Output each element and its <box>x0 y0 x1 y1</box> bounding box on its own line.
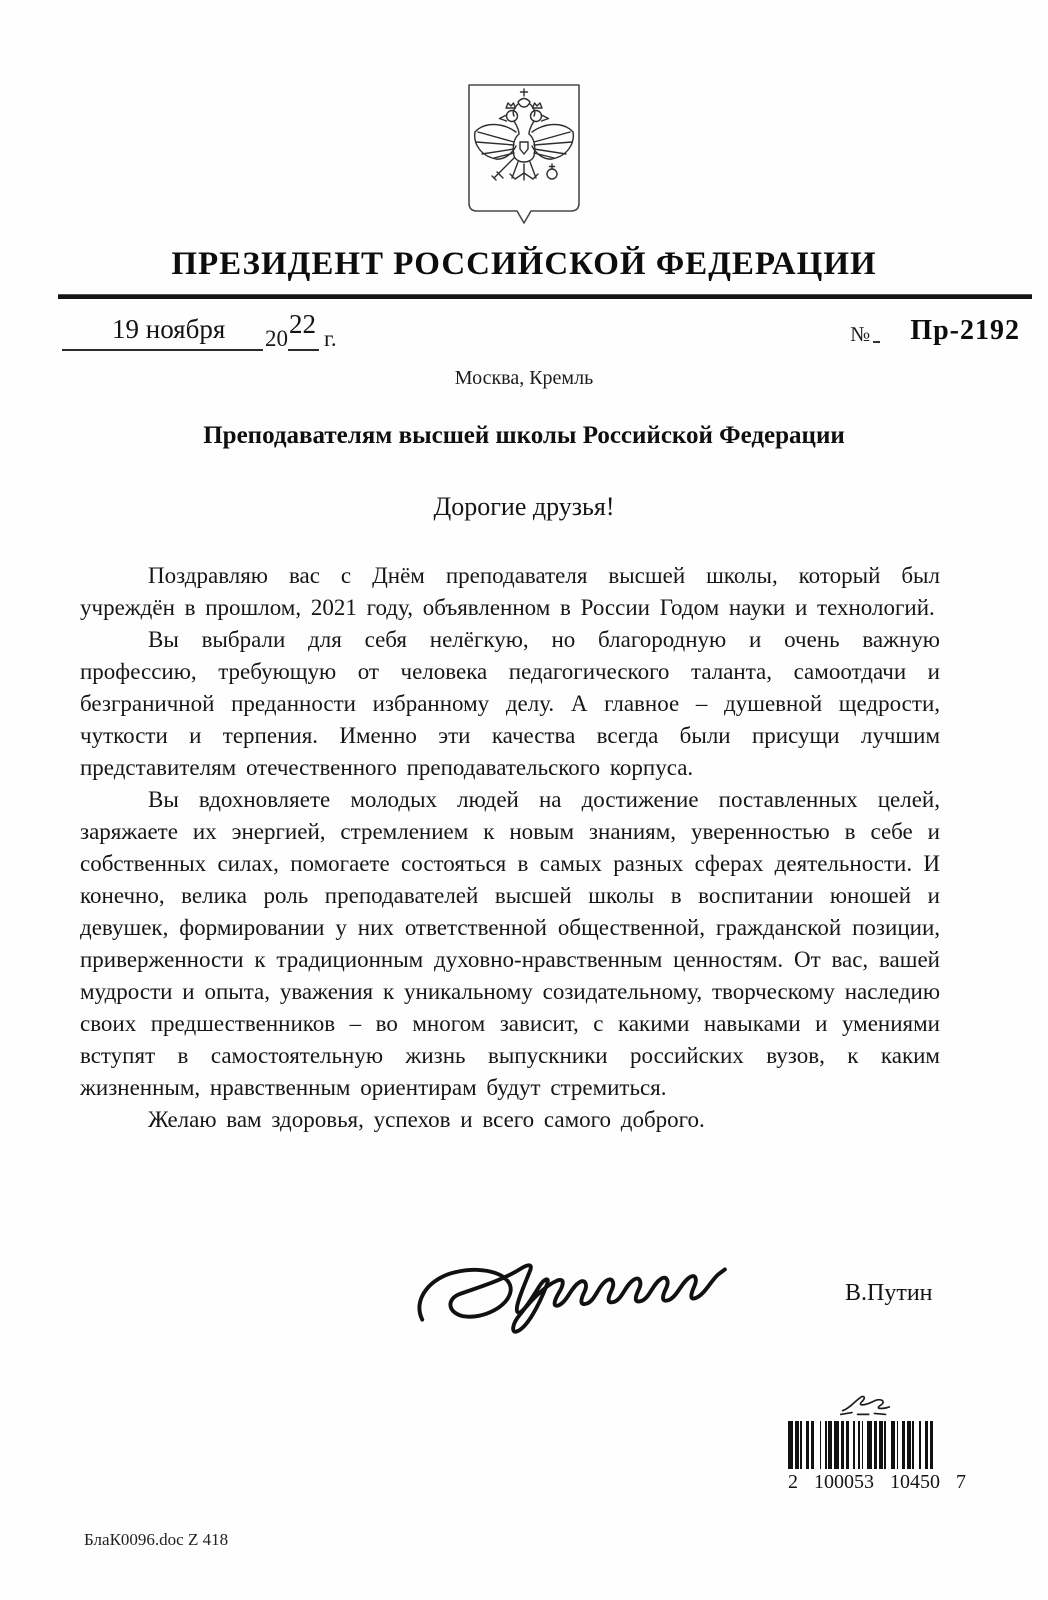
year-underline <box>288 309 319 351</box>
letterhead-title: ПРЕЗИДЕНТ РОССИЙСКОЙ ФЕДЕРАЦИИ <box>171 246 877 282</box>
letter-body <box>80 560 940 1136</box>
date-group <box>62 309 337 351</box>
dateline <box>62 303 1020 351</box>
addressee-line: Преподавателям высшей школы Российской Федерации <box>203 422 845 449</box>
date-underline <box>62 309 263 351</box>
number-value: Пр-2192 <box>910 315 1020 346</box>
paragraph: Желаю вам здоровья, успехов и всего самого доброго. <box>148 1107 705 1132</box>
paragraph: Вы вдохновляете молодых людей на достижение поставленных целей, заряжаете их энергией, стремлением к новым знаниям, уверенностью в себе и собственных силах, помогаете состояться в самых разных сферах деятельности. И конечно, велика роль преподавателей высшей школы в воспитании юношей и девушек, формировании у них ответственной общественной, гражданской позиции, приверженности к традиционным духовно-нравственным ценностям. От вас, вашей мудрости и опыта, уважения к уникальному созидательному, творческому наследию своих предшественников – во многом зависит, с какими навыками и умениями вступят в самостоятельную жизнь выпускники российских вузов, к каким жизненным, нравственным ориентирам будут стремиться. <box>80 787 940 1100</box>
place-line: Москва, Кремль <box>454 367 594 389</box>
number-dash <box>873 341 880 343</box>
barcode-digit-group: 7 <box>956 1471 966 1493</box>
barcode-annotation-mark-icon <box>836 1392 894 1420</box>
number-label: № <box>850 322 871 346</box>
salutation: Дорогие друзья! <box>433 492 615 521</box>
header-rule <box>58 294 1032 299</box>
paragraph: Вы выбрали для себя нелёгкую, но благородную и очень важную профессию, требующую от человека педагогического таланта, самоотдачи и безграничной преданности избранному делу. А главное – душевной щедрости, чуткости и терпения. Именно эти качества всегда были присущи лучшим представителям отечественного преподавательского корпуса. <box>80 627 940 780</box>
barcode-digit-group: 10450 <box>890 1471 940 1493</box>
barcode-digits <box>788 1471 966 1494</box>
russian-coat-of-arms-icon <box>465 82 583 228</box>
barcode-block <box>788 1392 966 1494</box>
putin-signature-scrawl-icon <box>382 1238 760 1340</box>
barcode-digit-group: 100053 <box>814 1471 874 1493</box>
handwritten-date: 19 ноября <box>112 314 226 344</box>
signature-name: В.Путин <box>845 1280 933 1306</box>
doc-code: БлаК0096.doc Z 418 <box>84 1530 229 1549</box>
year-suffix: г. <box>324 326 337 351</box>
barcode-digit-group: 2 <box>788 1471 798 1493</box>
printed-century: 20 <box>265 326 288 351</box>
barcode <box>788 1421 966 1469</box>
paragraph: Поздравляю вас с Днём преподавателя высшей школы, который был учреждён в прошлом, 2021 году, объявленном в России Годом науки и технологий. <box>80 563 940 620</box>
handwritten-year: 22 <box>289 309 316 339</box>
number-group <box>850 315 1020 351</box>
